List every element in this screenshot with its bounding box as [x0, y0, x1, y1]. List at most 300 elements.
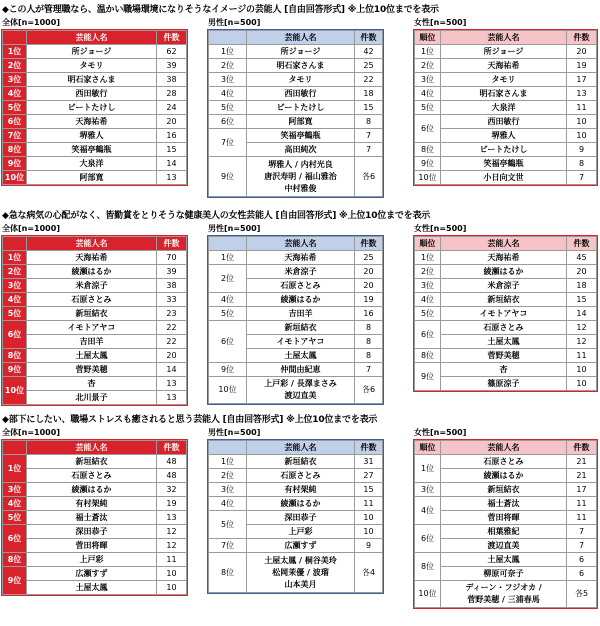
table-row: [415, 251, 597, 265]
table-row: [209, 455, 383, 469]
table-row: [209, 497, 383, 511]
name-cell: 堺雅人: [441, 129, 567, 143]
group-label-female: 女性[n=500]: [414, 18, 467, 27]
count-cell: 22: [157, 335, 187, 349]
name-cell: 綾瀬はるか: [247, 293, 355, 307]
count-cell: 38: [157, 73, 187, 87]
name-cell: 堺雅人 / 内村光良 唐沢寿明 / 福山雅治 中村雅俊: [247, 157, 355, 197]
rank-cell: 9位: [3, 157, 27, 171]
rank-cell: 10位: [209, 377, 247, 404]
name-cell: 天海祐希: [441, 59, 567, 73]
rank-cell: 9位: [415, 157, 441, 171]
name-cell: 仲間由紀恵: [247, 363, 355, 377]
table-row: [3, 377, 187, 391]
count-cell: 各4: [355, 553, 383, 593]
name-cell: 西田敏行: [247, 87, 355, 101]
name-cell: 西田敏行: [27, 87, 157, 101]
count-cell: 19: [355, 293, 383, 307]
table-row: [209, 251, 383, 265]
rank-cell: 2位: [209, 469, 247, 483]
ranking-table-male: [208, 440, 383, 593]
count-cell: 19: [567, 59, 597, 73]
rank-cell: 10位: [3, 171, 27, 185]
name-cell: 杏: [441, 363, 567, 377]
name-cell: 大泉洋: [441, 101, 567, 115]
count-cell: 12: [567, 335, 597, 349]
table-row: [3, 157, 187, 171]
name-cell: 土屋太鳳: [27, 581, 157, 595]
rank-cell: 5位: [415, 101, 441, 115]
count-cell: 10: [567, 363, 597, 377]
table-row: [3, 391, 187, 405]
rank-cell: 5位: [209, 511, 247, 539]
count-cell: 18: [355, 87, 383, 101]
count-cell: 13: [567, 87, 597, 101]
name-cell: 有村架純: [247, 483, 355, 497]
count-cell: 11: [355, 497, 383, 511]
name-cell: 新垣結衣: [247, 455, 355, 469]
count-cell: 28: [157, 87, 187, 101]
table-row: [3, 321, 187, 335]
count-cell: 12: [157, 525, 187, 539]
header-count: 件数: [355, 441, 383, 455]
table-row: [415, 129, 597, 143]
table-row: [209, 73, 383, 87]
name-cell: 菅野美穂: [441, 349, 567, 363]
table-row: [415, 511, 597, 525]
rank-cell: 4位: [415, 293, 441, 307]
header-name: 芸能人名: [27, 441, 157, 455]
table-row: [3, 469, 187, 483]
count-cell: 7: [567, 539, 597, 553]
name-cell: 米倉涼子: [441, 279, 567, 293]
name-cell: 吉田羊: [247, 307, 355, 321]
table-row: [3, 279, 187, 293]
header-rank: [209, 441, 247, 455]
count-cell: 14: [157, 157, 187, 171]
header-name: 芸能人名: [27, 237, 157, 251]
count-cell: 11: [567, 349, 597, 363]
name-cell: 新垣結衣: [27, 307, 157, 321]
name-cell: 土屋太鳳 / 桐谷美玲 松岡茉優 / 波瑠 山本美月: [247, 553, 355, 593]
section-title: ◆急な病気の心配がなく、皆勤賞をとりそうな健康美人の女性芸能人 [自由回答形式] ※上位10位までを表示: [2, 211, 431, 221]
table-row: [415, 525, 597, 539]
name-cell: 土屋太鳳: [247, 349, 355, 363]
name-cell: 綾瀬はるか: [27, 265, 157, 279]
count-cell: 6: [567, 567, 597, 581]
count-cell: 18: [567, 279, 597, 293]
header-name: 芸能人名: [247, 31, 355, 45]
table-row: [209, 511, 383, 525]
table-row: [209, 87, 383, 101]
count-cell: 23: [157, 307, 187, 321]
count-cell: 10: [157, 567, 187, 581]
count-cell: 14: [567, 307, 597, 321]
rank-cell: 2位: [3, 265, 27, 279]
group-label-all: 全体[n=1000]: [2, 18, 60, 27]
name-cell: タモリ: [27, 59, 157, 73]
rank-cell: 1位: [209, 251, 247, 265]
rank-cell: 1位: [415, 251, 441, 265]
count-cell: 15: [355, 101, 383, 115]
count-cell: 15: [157, 143, 187, 157]
header-name: 芸能人名: [441, 441, 567, 455]
rank-cell: 6位: [415, 321, 441, 349]
rank-cell: 1位: [209, 45, 247, 59]
name-cell: 所ジョージ: [247, 45, 355, 59]
rank-cell: 1位: [3, 251, 27, 265]
header-count: 件数: [567, 237, 597, 251]
name-cell: 綾瀬はるか: [247, 497, 355, 511]
name-cell: 石原さとみ: [441, 455, 567, 469]
name-cell: ビートたけし: [27, 101, 157, 115]
rank-cell: 6位: [209, 321, 247, 363]
section-title: ◆この人が管理職なら、温かい職場環境になりそうなイメージの芸能人 [自由回答形式] ※上位10位までを表示: [2, 5, 439, 15]
rank-cell: 4位: [415, 497, 441, 525]
count-cell: 10: [567, 377, 597, 391]
table-row: [3, 539, 187, 553]
group-label-male: 男性[n=500]: [208, 18, 261, 27]
count-cell: 20: [567, 265, 597, 279]
rank-cell: 1位: [415, 455, 441, 483]
ranking-table-male: [208, 30, 383, 197]
name-cell: イモトアヤコ: [27, 321, 157, 335]
table-row: [3, 251, 187, 265]
count-cell: 21: [567, 455, 597, 469]
count-cell: 42: [355, 45, 383, 59]
count-cell: 20: [567, 45, 597, 59]
rank-cell: 2位: [209, 59, 247, 73]
table-row: [3, 73, 187, 87]
header-count: 件数: [157, 237, 187, 251]
table-row: [415, 335, 597, 349]
table-row: [415, 469, 597, 483]
table-row: [415, 59, 597, 73]
name-cell: 小日向文世: [441, 171, 567, 185]
name-cell: 土屋太鳳: [441, 335, 567, 349]
count-cell: 38: [157, 279, 187, 293]
name-cell: 篠原涼子: [441, 377, 567, 391]
table-row: [209, 363, 383, 377]
rank-cell: 3位: [415, 73, 441, 87]
table-row: [209, 483, 383, 497]
rank-cell: 6位: [3, 115, 27, 129]
count-cell: 10: [355, 525, 383, 539]
table-row: [415, 279, 597, 293]
header-count: 件数: [567, 31, 597, 45]
table-row: [3, 363, 187, 377]
name-cell: ビートたけし: [247, 101, 355, 115]
rank-cell: 6位: [3, 321, 27, 349]
count-cell: 62: [157, 45, 187, 59]
name-cell: ビートたけし: [441, 143, 567, 157]
table-row: [3, 307, 187, 321]
table-row: [3, 335, 187, 349]
name-cell: 土屋太鳳: [441, 553, 567, 567]
count-cell: 11: [567, 497, 597, 511]
table-row: [3, 265, 187, 279]
table-row: [415, 293, 597, 307]
ranking-table-all: [2, 236, 187, 405]
header-rank: [209, 237, 247, 251]
count-cell: 22: [157, 321, 187, 335]
name-cell: 深田恭子: [247, 511, 355, 525]
table-row: [3, 143, 187, 157]
table-row: [415, 349, 597, 363]
table-row: [415, 101, 597, 115]
rank-cell: 4位: [3, 87, 27, 101]
name-cell: 菅野美穂: [27, 363, 157, 377]
table-row: [209, 469, 383, 483]
name-cell: 阿部寛: [247, 115, 355, 129]
count-cell: 8: [355, 321, 383, 335]
rank-cell: 3位: [3, 483, 27, 497]
count-cell: 27: [355, 469, 383, 483]
table-row: [3, 455, 187, 469]
name-cell: 菅田将暉: [27, 539, 157, 553]
section-title: ◆部下にしたい、職場ストレスも癒されると思う芸能人 [自由回答形式] ※上位10位までを表示: [2, 415, 378, 425]
count-cell: 12: [157, 539, 187, 553]
table-row: [415, 581, 597, 608]
table-row: [415, 87, 597, 101]
name-cell: 天海祐希: [27, 251, 157, 265]
count-cell: 39: [157, 59, 187, 73]
table-row: [3, 129, 187, 143]
name-cell: 笑福亭鶴瓶: [247, 129, 355, 143]
group-label-male: 男性[n=500]: [208, 224, 261, 233]
name-cell: 明石家さんま: [247, 59, 355, 73]
rank-cell: 6位: [415, 525, 441, 553]
rank-cell: 9位: [209, 363, 247, 377]
table-row: [415, 143, 597, 157]
table-row: [209, 101, 383, 115]
table-row: [209, 553, 383, 593]
count-cell: 9: [355, 539, 383, 553]
count-cell: 24: [157, 101, 187, 115]
name-cell: タモリ: [247, 73, 355, 87]
name-cell: 西田敏行: [441, 115, 567, 129]
count-cell: 31: [355, 455, 383, 469]
name-cell: 深田恭子: [27, 525, 157, 539]
count-cell: 13: [157, 391, 187, 405]
name-cell: ディーン・フジオカ / 菅野美穂 / 三浦春馬: [441, 581, 567, 608]
count-cell: 32: [157, 483, 187, 497]
name-cell: 明石家さんま: [441, 87, 567, 101]
header-rank: [209, 31, 247, 45]
rank-cell: 8位: [3, 143, 27, 157]
rank-cell: 5位: [209, 307, 247, 321]
rank-cell: 6位: [415, 115, 441, 143]
rank-cell: 4位: [415, 87, 441, 101]
table-row: [3, 101, 187, 115]
table-row: [209, 307, 383, 321]
name-cell: 広瀬すず: [247, 539, 355, 553]
name-cell: 石原さとみ: [27, 469, 157, 483]
rank-cell: 3位: [415, 279, 441, 293]
name-cell: 綾瀬はるか: [27, 483, 157, 497]
table-row: [209, 129, 383, 143]
group-label-female: 女性[n=500]: [414, 224, 467, 233]
count-cell: 39: [157, 265, 187, 279]
name-cell: 阿部寛: [27, 171, 157, 185]
rank-cell: 8位: [209, 553, 247, 593]
count-cell: 7: [355, 129, 383, 143]
count-cell: 各6: [355, 157, 383, 197]
name-cell: 綾瀬はるか: [441, 469, 567, 483]
name-cell: 広瀬すず: [27, 567, 157, 581]
table-row: [209, 265, 383, 279]
rank-cell: 1位: [3, 45, 27, 59]
table-row: [209, 539, 383, 553]
table-row: [209, 293, 383, 307]
table-row: [3, 581, 187, 595]
rank-cell: 3位: [3, 73, 27, 87]
name-cell: 杏: [27, 377, 157, 391]
name-cell: 新垣結衣: [27, 455, 157, 469]
count-cell: 19: [157, 497, 187, 511]
count-cell: 7: [567, 525, 597, 539]
table-row: [415, 363, 597, 377]
rank-cell: 5位: [415, 307, 441, 321]
header-count: 件数: [355, 31, 383, 45]
count-cell: 13: [157, 377, 187, 391]
name-cell: 吉田羊: [27, 335, 157, 349]
header-count: 件数: [567, 441, 597, 455]
count-cell: 14: [157, 363, 187, 377]
table-row: [3, 483, 187, 497]
rank-cell: 2位: [3, 59, 27, 73]
count-cell: 7: [567, 171, 597, 185]
count-cell: 25: [355, 59, 383, 73]
rank-cell: 4位: [3, 293, 27, 307]
rank-cell: 4位: [209, 293, 247, 307]
rank-cell: 3位: [209, 73, 247, 87]
name-cell: イモトアヤコ: [441, 307, 567, 321]
rank-cell: 7位: [209, 129, 247, 157]
name-cell: 柳原可奈子: [441, 567, 567, 581]
count-cell: 8: [567, 157, 597, 171]
count-cell: 13: [157, 511, 187, 525]
group-label-all: 全体[n=1000]: [2, 224, 60, 233]
name-cell: 菅田将暉: [441, 511, 567, 525]
count-cell: 22: [355, 73, 383, 87]
table-row: [209, 45, 383, 59]
table-row: [3, 171, 187, 185]
header-name: 芸能人名: [27, 31, 157, 45]
header-rank: [3, 31, 27, 45]
count-cell: 8: [355, 335, 383, 349]
rank-cell: 10位: [415, 171, 441, 185]
count-cell: 15: [567, 293, 597, 307]
name-cell: 新垣結衣: [441, 293, 567, 307]
rank-cell: 4位: [209, 497, 247, 511]
table-row: [415, 307, 597, 321]
table-row: [3, 511, 187, 525]
table-row: [415, 553, 597, 567]
rank-cell: 7位: [209, 539, 247, 553]
name-cell: 石原さとみ: [441, 321, 567, 335]
table-row: [209, 377, 383, 404]
count-cell: 11: [567, 101, 597, 115]
table-row: [415, 171, 597, 185]
count-cell: 10: [355, 511, 383, 525]
group-label-female: 女性[n=500]: [414, 428, 467, 437]
header-rank: [3, 237, 27, 251]
name-cell: 大泉洋: [27, 157, 157, 171]
name-cell: 石原さとみ: [247, 279, 355, 293]
table-row: [415, 483, 597, 497]
table-row: [415, 321, 597, 335]
name-cell: 上戸彩 / 長澤まさみ 渡辺直美: [247, 377, 355, 404]
header-count: 件数: [157, 31, 187, 45]
count-cell: 21: [567, 469, 597, 483]
count-cell: 17: [567, 73, 597, 87]
header-rank: 順位: [415, 237, 441, 251]
rank-cell: 10位: [3, 377, 27, 405]
table-row: [415, 73, 597, 87]
count-cell: 10: [567, 129, 597, 143]
name-cell: 天海祐希: [247, 251, 355, 265]
table-row: [209, 157, 383, 197]
table-row: [415, 45, 597, 59]
name-cell: 笑福亭鶴瓶: [441, 157, 567, 171]
name-cell: 明石家さんま: [27, 73, 157, 87]
table-row: [415, 567, 597, 581]
rank-cell: 5位: [3, 307, 27, 321]
rank-cell: 5位: [3, 511, 27, 525]
name-cell: 米倉涼子: [27, 279, 157, 293]
rank-cell: 9位: [209, 157, 247, 197]
table-row: [209, 321, 383, 335]
rank-cell: 8位: [3, 349, 27, 363]
table-row: [415, 377, 597, 391]
count-cell: 各5: [567, 581, 597, 608]
rank-cell: 1位: [209, 455, 247, 469]
count-cell: 13: [157, 171, 187, 185]
table-row: [3, 87, 187, 101]
rank-cell: 6位: [3, 525, 27, 553]
table-row: [3, 45, 187, 59]
name-cell: 所ジョージ: [27, 45, 157, 59]
table-row: [3, 553, 187, 567]
count-cell: 17: [567, 483, 597, 497]
name-cell: 綾瀬はるか: [441, 265, 567, 279]
name-cell: 笑福亭鶴瓶: [27, 143, 157, 157]
count-cell: 11: [567, 511, 597, 525]
name-cell: 所ジョージ: [441, 45, 567, 59]
count-cell: 20: [157, 349, 187, 363]
name-cell: 新垣結衣: [441, 483, 567, 497]
name-cell: 新垣結衣: [247, 321, 355, 335]
name-cell: 石原さとみ: [247, 469, 355, 483]
header-name: 芸能人名: [441, 237, 567, 251]
group-label-all: 全体[n=1000]: [2, 428, 60, 437]
table-row: [415, 455, 597, 469]
ranking-table-female: [414, 440, 597, 608]
count-cell: 7: [355, 143, 383, 157]
rank-cell: 9位: [3, 363, 27, 377]
name-cell: 天海祐希: [27, 115, 157, 129]
ranking-table-all: [2, 30, 187, 185]
rank-cell: 8位: [415, 143, 441, 157]
rank-cell: 3位: [209, 483, 247, 497]
table-row: [209, 115, 383, 129]
rank-cell: 3位: [415, 483, 441, 497]
count-cell: 10: [157, 581, 187, 595]
name-cell: 天海祐希: [441, 251, 567, 265]
rank-cell: 2位: [415, 265, 441, 279]
count-cell: 45: [567, 251, 597, 265]
